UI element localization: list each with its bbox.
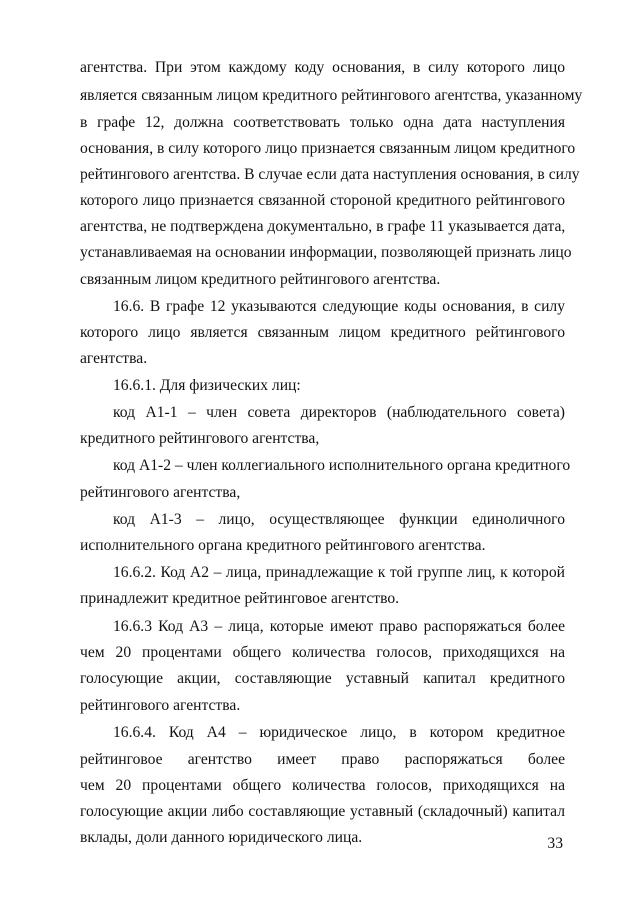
paragraph-first-line: 16.6. В графе 12 указываются следующие коды основания, в силу [113,298,565,315]
text-line: рейтинговое агентство имеет право распоряжаться более [80,751,565,768]
text-line: агентства, не подтверждена документально, в графе 11 указывается дата, [80,218,566,235]
text-line: чем 20 процентами общего количества голосов, приходящихся на [80,644,565,661]
paragraph-first-line: код А1-2 – член коллегиального исполнительного органа кредитного [113,457,571,474]
text-line: которого лицо признается связанной стороной кредитного рейтингового [80,192,565,209]
paragraph-first-line: код А1-3 – лицо, осуществляющее функции единоличного [113,511,565,528]
paragraph-first-line: 16.6.2. Код А2 – лица, принадлежащие к той группе лиц, к которой [113,564,565,581]
text-line: голосующие акции либо составляющие уставный (складочный) капитал [80,803,565,820]
text-line: чем 20 процентами общего количества голосов, приходящихся на [80,777,565,794]
text-line: основания, в силу которого лицо признается связанным лицом кредитного [80,140,576,157]
text-line: которого лицо является связанным лицом кредитного рейтингового [80,324,565,341]
text-line: рейтингового агентства. В случае если дата наступления основания, в силу [80,166,580,183]
text-line: принадлежит кредитное рейтинговое агентство. [80,590,400,607]
text-line: рейтингового агентства, [80,484,241,501]
text-line: кредитного рейтингового агентства, [80,430,320,447]
text-line: агентства. При этом каждому коду основания, в силу которого лицо [80,59,565,76]
text-line: в графе 12, должна соответствовать только одна дата наступления [80,114,565,131]
text-line: устанавливаемая на основании информации, позволяющей признать лицо [80,244,572,261]
paragraph-first-line: 16.6.4. Код А4 – юридическое лицо, в котором кредитное [113,724,565,741]
paragraph-first-line: код А1-1 – член совета директоров (наблюдательного совета) [113,404,565,421]
text-line: является связанным лицом кредитного рейтингового агентства, указанному [80,87,583,104]
page-number: 33 [547,835,563,852]
text-line: связанным лицом кредитного рейтингового агентства. [80,271,441,288]
text-line: голосующие акции, составляющие уставный капитал кредитного [80,670,565,687]
section-heading: 16.6.1. Для физических лиц: [113,377,301,394]
text-line: рейтингового агентства. [80,697,241,714]
text-line: исполнительного органа кредитного рейтингового агентства. [80,537,486,554]
text-line: агентства. [80,350,148,367]
text-line: вклады, доли данного юридического лица. [80,829,363,846]
paragraph-first-line: 16.6.3 Код А3 – лица, которые имеют право распоряжаться более [113,618,565,635]
